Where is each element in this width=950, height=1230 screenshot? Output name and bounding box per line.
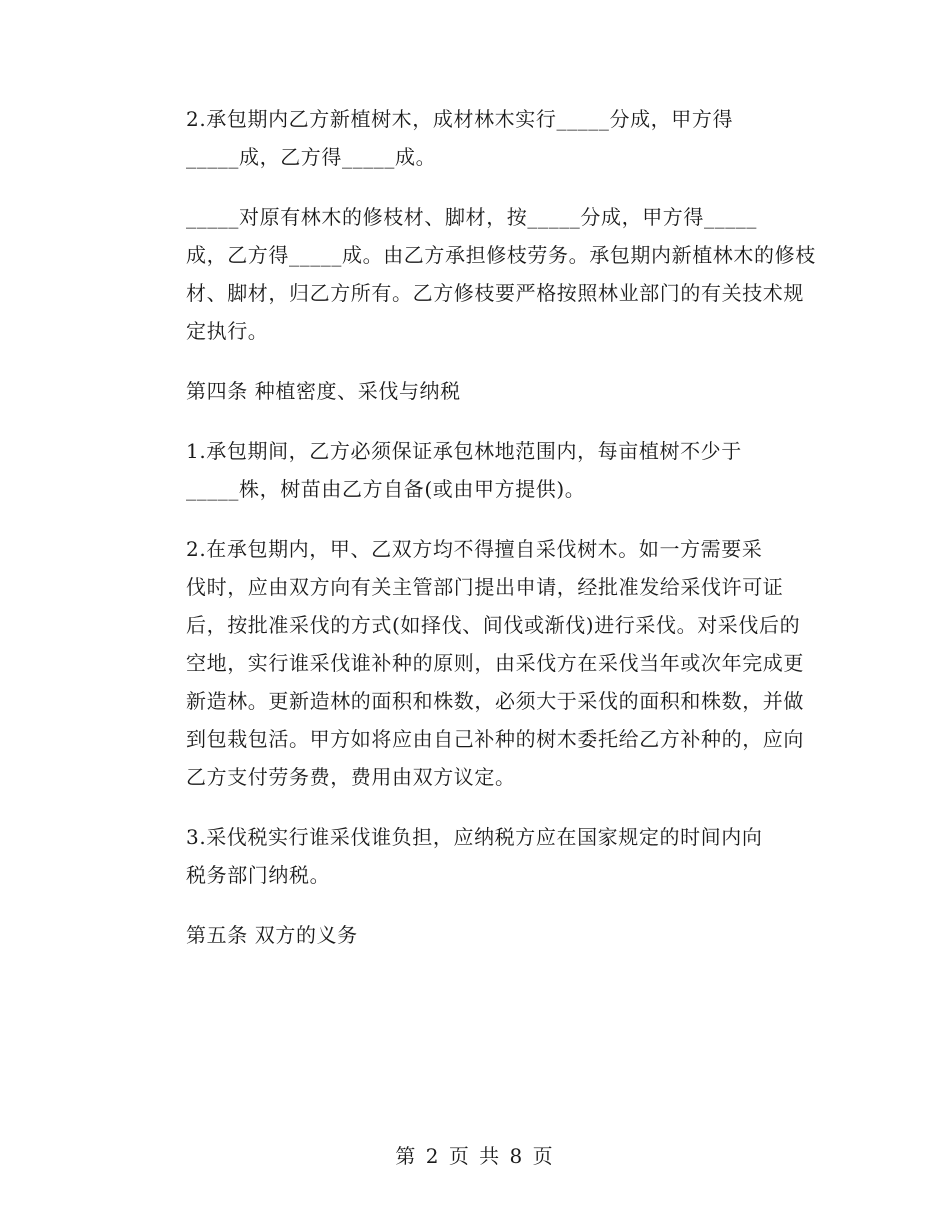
text-line: 材、脚材，归乙方所有。乙方修枝要严格按照林业部门的有关技术规 [186, 281, 804, 305]
text-line: 3.采伐税实行谁采伐谁负担，应纳税方应在国家规定的时间内向 [186, 825, 763, 849]
article-4-item-2 [142, 530, 808, 796]
text-line: 2.承包期内乙方新植树木，成材林木实行_____分成，甲方得 [186, 107, 734, 131]
article-4-item-1 [142, 432, 808, 508]
article-5-heading: 第五条 双方的义务 [186, 923, 358, 947]
text-line: 到包栽包活。甲方如将应由自己补种的树木委托给乙方补种的，应向 [186, 727, 804, 751]
text-line: _____成，乙方得_____成。 [186, 145, 437, 169]
text-line: 后，按批准采伐的方式(如择伐、间伐或渐伐)进行采伐。对采伐后的 [186, 613, 801, 637]
article-4-heading: 第四条 种植密度、采伐与纳税 [186, 379, 461, 403]
text-line: 新造林。更新造林的面积和株数，必须大于采伐的面积和株数，并做 [186, 689, 804, 713]
text-line: 空地，实行谁采伐谁补种的原则，由采伐方在采伐当年或次年完成更 [186, 651, 804, 675]
text-line: 税务部门纳税。 [186, 863, 331, 887]
text-line: 定执行。 [186, 319, 269, 343]
text-line: _____株，树苗由乙方自备(或由甲方提供)。 [186, 477, 586, 501]
document-body [142, 100, 816, 976]
text-line: _____对原有林木的修枝材、脚材，按_____分成，甲方得_____ [186, 205, 757, 229]
article-4-item-3 [142, 818, 808, 894]
text-line: 2.在承包期内，甲、乙双方均不得擅自采伐树木。如一方需要采 [186, 537, 763, 561]
clause-paragraph-2 [142, 198, 816, 350]
text-line: 成，乙方得_____成。由乙方承担修枝劳务。承包期内新植林木的修枝 [186, 243, 816, 267]
text-line: 1.承包期间，乙方必须保证承包林地范围内，每亩植树不少于 [186, 439, 742, 463]
text-line: 乙方支付劳务费，费用由双方议定。 [186, 765, 516, 789]
clause-paragraph-1 [142, 100, 808, 176]
text-line: 伐时，应由双方向有关主管部门提出申请，经批准发给采伐许可证 [186, 575, 784, 599]
page-number-footer: 第 2 页 共 8 页 [395, 1144, 555, 1168]
